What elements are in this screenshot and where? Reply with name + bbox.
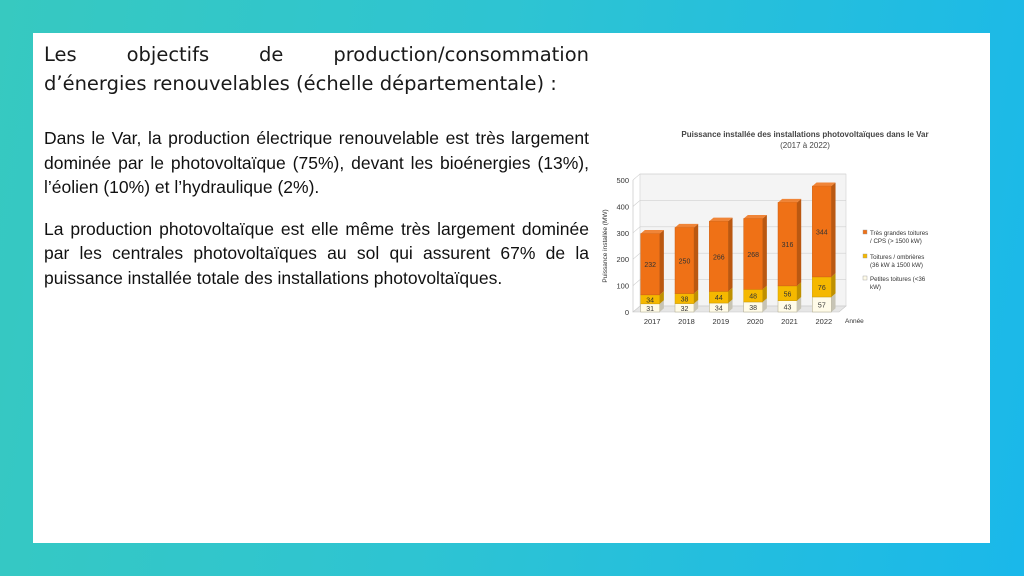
chart-title: Puissance installée des installations photovoltaïques dans le Var xyxy=(681,130,929,139)
data-label: 57 xyxy=(817,302,826,310)
legend-entry: / CPS (> 1500 kW) xyxy=(870,238,922,245)
y-tick-label: 100 xyxy=(616,281,629,291)
heading-line-2: d’énergies renouvelables (échelle départementale) : xyxy=(44,72,557,95)
data-label: 48 xyxy=(749,293,758,301)
data-label: 76 xyxy=(817,284,826,292)
legend-swatch xyxy=(863,230,867,234)
data-label: 268 xyxy=(747,251,760,259)
bar-segment-side xyxy=(694,224,698,294)
y-tick-label: 500 xyxy=(616,176,629,185)
data-label: 34 xyxy=(646,297,655,305)
data-label: 316 xyxy=(781,242,794,250)
y-tick-label: 0 xyxy=(624,308,629,317)
data-label: 266 xyxy=(712,254,725,262)
bar-segment-side xyxy=(763,215,767,289)
x-tick-label: 2021 xyxy=(781,317,798,326)
data-label: 43 xyxy=(783,304,792,312)
data-label: 38 xyxy=(749,304,758,312)
data-label: 34 xyxy=(714,305,723,313)
heading-line-1: Les objectifs de production/consommation xyxy=(44,43,589,66)
x-tick-label: 2019 xyxy=(712,317,730,326)
slide xyxy=(33,33,990,543)
paragraph-1: Dans le Var, la production électrique renouvelable est très largement dominée par le photovoltaïque (75%), devant les bioénergies (13%), l’éolien (10%) et l’hydraulique (2%). xyxy=(44,128,589,197)
y-tick-label: 300 xyxy=(616,228,629,238)
chart-svg xyxy=(593,125,973,340)
data-label: 250 xyxy=(678,258,691,266)
slide-heading xyxy=(44,40,589,98)
pv-chart xyxy=(593,125,973,340)
legend-entry: Petites toitures (<36 xyxy=(870,276,926,283)
x-tick-label: 2017 xyxy=(643,317,661,326)
legend-swatch xyxy=(863,254,867,258)
data-label: 38 xyxy=(680,296,689,304)
y-axis-label: Puissance installée (MW) xyxy=(602,209,609,283)
data-label: 44 xyxy=(714,295,723,303)
data-label: 232 xyxy=(644,262,657,270)
legend-entry: Très grandes toitures xyxy=(870,230,929,237)
paragraph-2: La production photovoltaïque est elle même très largement dominée par les centrales photovoltaïques au sol qui assurent 67% de la puissance installée totale des installations photovoltaïques. xyxy=(44,218,589,288)
legend-swatch xyxy=(863,276,867,280)
data-label: 31 xyxy=(646,305,655,313)
data-label: 56 xyxy=(783,291,792,299)
x-tick-label: 2022 xyxy=(815,317,833,326)
bar-segment-side xyxy=(797,199,801,286)
legend-entry: Toitures / ombrières xyxy=(870,254,925,261)
body-text xyxy=(44,126,589,307)
y-tick-label: 400 xyxy=(616,202,629,212)
legend-entry: kW) xyxy=(870,284,881,291)
x-tick-label: 2020 xyxy=(746,317,764,326)
x-tick-label: 2018 xyxy=(678,317,695,326)
x-axis-label: Année xyxy=(845,318,864,325)
y-tick-label: 200 xyxy=(616,255,629,265)
chart-subtitle: (2017 à 2022) xyxy=(780,141,830,150)
legend-entry: (36 kW à 1500 kW) xyxy=(870,262,923,269)
data-label: 344 xyxy=(815,229,828,237)
bar-segment-side xyxy=(831,273,835,297)
data-label: 32 xyxy=(680,305,689,313)
bar-segment-side xyxy=(728,218,732,292)
bar-segment-side xyxy=(660,230,664,295)
bar-segment-side xyxy=(831,182,835,276)
